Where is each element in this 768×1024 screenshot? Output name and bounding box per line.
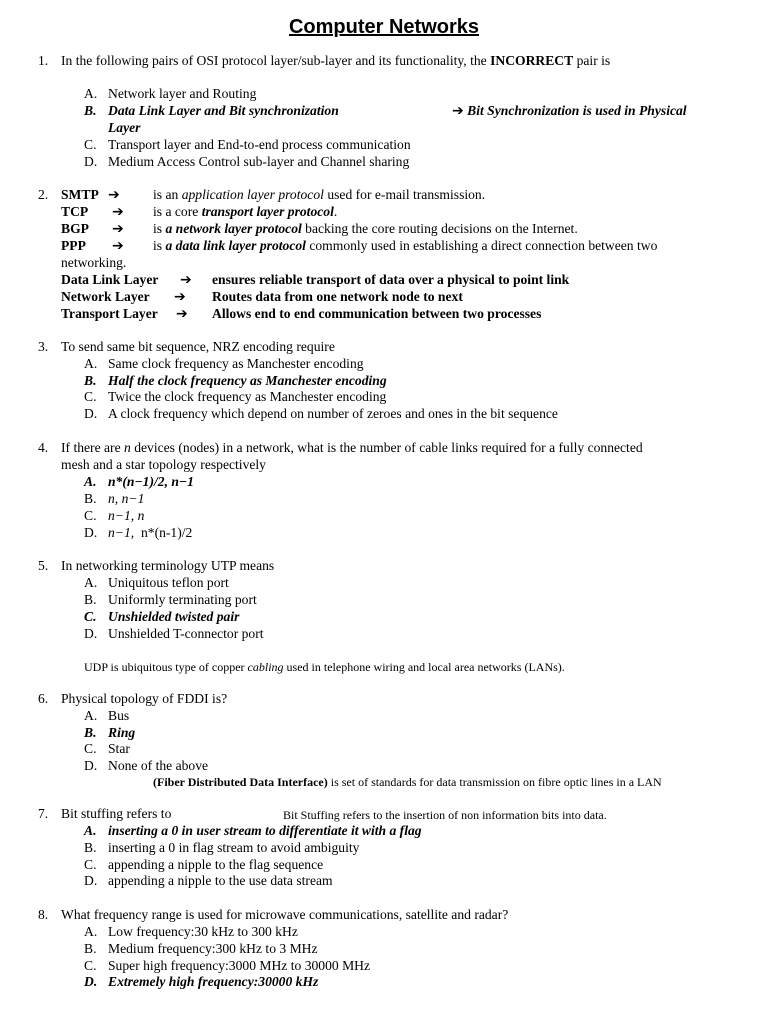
option-letter: D.	[84, 626, 98, 641]
note-emphasis: cabling	[247, 660, 284, 674]
question-text: Bit stuffing refers to	[61, 806, 172, 821]
variable-n: n	[124, 440, 131, 455]
question-text	[61, 440, 643, 457]
explanation-note: Bit Stuffing refers to the insertion of non information bits into data.	[283, 808, 607, 822]
description-emphasis: transport layer protocol	[201, 204, 334, 219]
description-emphasis: a network layer protocol	[165, 221, 302, 236]
description-part: is an	[153, 187, 182, 202]
option-letter: A.	[84, 575, 98, 590]
question-text-part: devices (nodes) in a network, what is the number of cable links required for a fully connected	[130, 440, 643, 455]
answer-note-text: Bit Synchronization is used in Physical	[467, 103, 687, 118]
question-text: To send same bit sequence, NRZ encoding require	[61, 339, 335, 354]
layer-name: Network Layer	[61, 289, 150, 304]
question-number: 8.	[38, 907, 49, 922]
protocol-description	[153, 221, 578, 238]
option-letter: C.	[84, 137, 97, 152]
description-part: commonly used in establishing a direct connection between two	[305, 238, 658, 253]
page-title: Computer Networks	[288, 16, 480, 38]
option-text: Bus	[108, 708, 130, 723]
option-text: inserting a 0 in flag stream to avoid ambiguity	[108, 840, 360, 855]
description-emphasis: a data link layer protocol	[165, 238, 306, 253]
description-part: backing the core routing decisions on the Internet.	[301, 221, 578, 236]
option-letter: D.	[84, 154, 98, 169]
question-number: 4.	[38, 440, 49, 455]
option-text: A clock frequency which depend on number of zeroes and ones in the bit sequence	[108, 406, 558, 421]
option-letter-answer: B.	[84, 103, 97, 118]
option-text: Transport layer and End-to-end process communication	[108, 137, 411, 152]
option-text: Super high frequency:3000 MHz to 30000 MHz	[108, 958, 371, 973]
question-text-part: In the following pairs of OSI protocol layer/sub-layer and its functionality, the	[61, 53, 491, 68]
option-text: n−1, n	[108, 508, 145, 523]
option-letter-answer: D.	[84, 974, 98, 989]
arrow-right-icon: ➔	[112, 238, 124, 254]
question-text	[61, 53, 610, 70]
protocol-abbr: BGP	[61, 221, 89, 236]
layer-description: Routes data from one network node to next	[212, 289, 463, 304]
layer-description: ensures reliable transport of data over a physical to point link	[212, 272, 570, 287]
note-part: used in telephone wiring and local area networks (LANs).	[283, 660, 565, 674]
option-text: Uniformly terminating port	[108, 592, 257, 607]
protocol-description	[153, 204, 337, 221]
option-text-answer: n*(n−1)/2, n−1	[108, 474, 194, 489]
option-text	[108, 525, 192, 542]
question-text-part: If there are	[61, 440, 125, 455]
protocol-abbr: TCP	[61, 204, 89, 219]
option-letter-answer: B.	[84, 373, 97, 388]
option-letter: B.	[84, 840, 97, 855]
option-letter: C.	[84, 857, 97, 872]
option-text-answer: inserting a 0 in user stream to differentiate it with a flag	[108, 823, 422, 838]
description-continuation: networking.	[61, 255, 127, 270]
protocol-abbr: PPP	[61, 238, 86, 253]
option-text-answer: Extremely high frequency:30000 kHz	[108, 974, 319, 989]
protocol-description	[153, 187, 485, 204]
description-part: .	[333, 204, 338, 219]
question-text-part: pair is	[573, 53, 611, 68]
option-letter: A.	[84, 708, 98, 723]
explanation-note	[84, 659, 565, 676]
option-text-part: n*(n-1)/2	[134, 525, 193, 540]
option-letter: A.	[84, 356, 98, 371]
question-text-emphasis: INCORRECT	[490, 53, 574, 68]
protocol-description	[153, 238, 657, 255]
note-part: UDP is ubiquitous type of copper	[84, 660, 248, 674]
option-text: Network layer and Routing	[108, 86, 257, 101]
option-text: Same clock frequency as Manchester encoding	[108, 356, 364, 371]
option-letter: C.	[84, 389, 97, 404]
option-letter: B.	[84, 491, 97, 506]
arrow-right-icon: ➔	[174, 289, 186, 305]
option-text-answer: Data Link Layer and Bit synchronization	[108, 103, 339, 118]
arrow-right-icon: ➔	[112, 221, 124, 237]
arrow-right-icon: ➔	[108, 187, 120, 203]
arrow-right-icon: ➔	[452, 103, 464, 119]
option-letter: C.	[84, 958, 97, 973]
question-text: What frequency range is used for microwave communications, satellite and radar?	[61, 907, 509, 922]
option-letter: B.	[84, 592, 97, 607]
option-letter-answer: A.	[84, 474, 97, 489]
description-emphasis: application layer protocol	[181, 187, 324, 202]
option-letter: D.	[84, 873, 98, 888]
arrow-right-icon: ➔	[180, 272, 192, 288]
option-letter-answer: B.	[84, 725, 97, 740]
option-text: Medium frequency:300 kHz to 3 MHz	[108, 941, 318, 956]
answer-note-continuation: Layer	[108, 120, 141, 135]
question-number: 5.	[38, 558, 49, 573]
arrow-right-icon: ➔	[176, 306, 188, 322]
layer-name: Data Link Layer	[61, 272, 159, 287]
option-text: appending a nipple to the use data stream	[108, 873, 333, 888]
option-letter: C.	[84, 741, 97, 756]
option-text: Star	[108, 741, 130, 756]
option-text: Low frequency:30 kHz to 300 kHz	[108, 924, 298, 939]
question-text: Physical topology of FDDI is?	[61, 691, 228, 706]
option-text: Unshielded T-connector port	[108, 626, 264, 641]
option-letter: A.	[84, 924, 98, 939]
question-number: 3.	[38, 339, 49, 354]
option-letter: C.	[84, 508, 97, 523]
option-text: n, n−1	[108, 491, 145, 506]
option-text: Uniquitous teflon port	[108, 575, 229, 590]
question-number: 7.	[38, 806, 49, 821]
description-part: is	[153, 221, 166, 236]
description-part: used for e-mail transmission.	[323, 187, 486, 202]
option-text-part: n−1,	[108, 525, 135, 540]
question-number: 1.	[38, 53, 49, 68]
option-letter-answer: C.	[84, 609, 97, 624]
description-part: is a core	[153, 204, 202, 219]
option-text: Twice the clock frequency as Manchester encoding	[108, 389, 387, 404]
question-text-continuation: mesh and a star topology respectively	[61, 457, 266, 472]
question-number: 2.	[38, 187, 49, 202]
arrow-right-icon: ➔	[112, 204, 124, 220]
answer-note	[452, 103, 687, 120]
layer-name: Transport Layer	[61, 306, 158, 321]
description-part: is	[153, 238, 166, 253]
option-letter: D.	[84, 406, 98, 421]
option-letter: B.	[84, 941, 97, 956]
option-letter-answer: A.	[84, 823, 97, 838]
note-emphasis: (Fiber Distributed Data Interface)	[153, 775, 328, 789]
option-text-answer: Unshielded twisted pair	[108, 609, 240, 624]
option-text: None of the above	[108, 758, 209, 773]
option-text: appending a nipple to the flag sequence	[108, 857, 324, 872]
note-part: is set of standards for data transmission on fibre optic lines in a LAN	[327, 775, 662, 789]
option-text-answer: Ring	[108, 725, 136, 740]
layer-description: Allows end to end communication between two processes	[212, 306, 542, 321]
option-letter: A.	[84, 86, 98, 101]
option-letter: D.	[84, 758, 98, 773]
option-text-answer: Half the clock frequency as Manchester encoding	[108, 373, 387, 388]
explanation-note	[153, 774, 662, 791]
option-letter: D.	[84, 525, 98, 540]
option-text: Medium Access Control sub-layer and Channel sharing	[108, 154, 410, 169]
question-number: 6.	[38, 691, 49, 706]
protocol-abbr: SMTP	[61, 187, 99, 202]
question-text: In networking terminology UTP means	[61, 558, 275, 573]
